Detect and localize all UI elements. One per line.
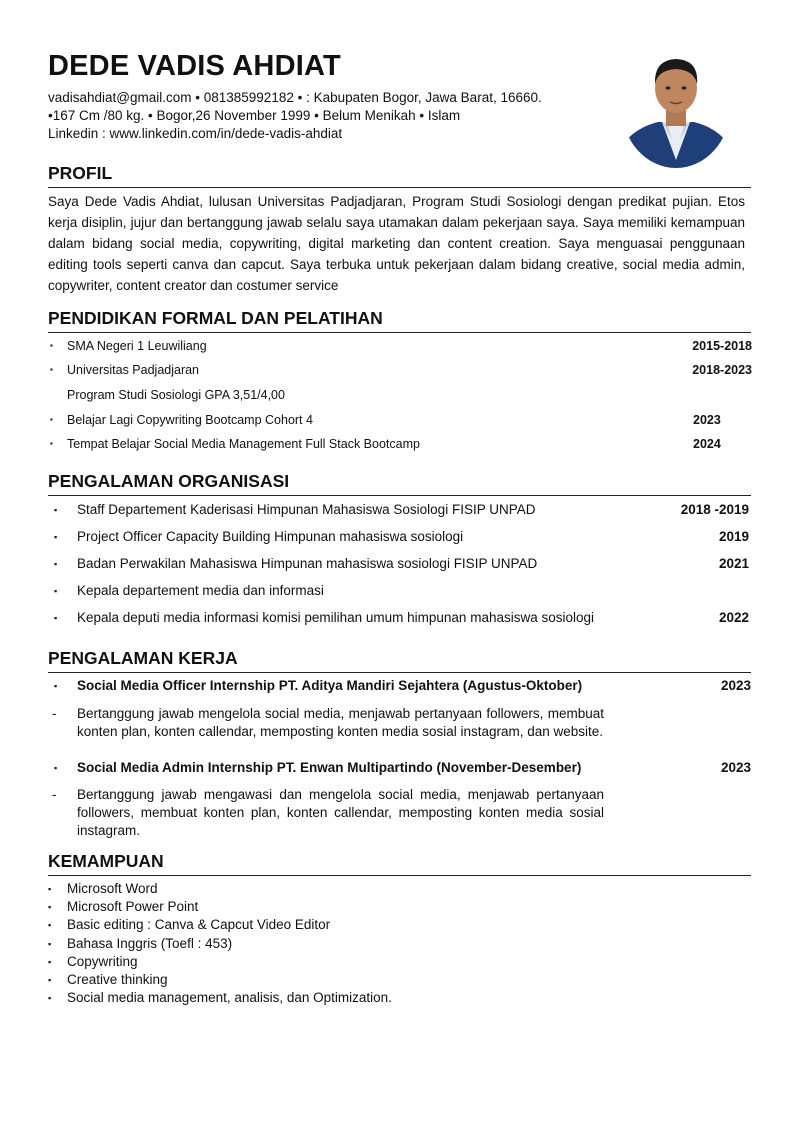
skill-item	[48, 898, 392, 916]
organization-role: Project Officer Capacity Building Himpunan mahasiswa sosiologi	[77, 529, 464, 544]
divider	[48, 495, 751, 496]
organization-role: Badan Perwakilan Mahasiswa Himpunan mahasiswa sosiologi FISIP UNPAD	[77, 556, 538, 571]
organization-item	[48, 608, 751, 628]
section-title-profil: PROFIL	[48, 163, 113, 183]
skill-text: Microsoft Power Point	[67, 899, 199, 915]
education-item	[48, 361, 752, 379]
job-title: Social Media Admin Internship PT. Enwan Multipartindo (November-Desember)	[77, 760, 582, 775]
organization-item	[48, 527, 751, 547]
bullet: ▪	[48, 956, 52, 967]
bullet: ▪	[48, 938, 52, 949]
divider	[48, 672, 751, 673]
organization-year: 2018 -2019	[680, 502, 749, 517]
organization-item	[48, 500, 751, 520]
job-title: Social Media Officer Internship PT. Aditya Mandiri Sejahtera (Agustus-Oktober)	[77, 678, 583, 693]
skill-text: Basic editing : Canva & Capcut Video Editor	[67, 917, 331, 933]
contact-line-2: •167 Cm /80 kg. • Bogor,26 November 1999 • Belum Menikah • Islam	[48, 108, 461, 123]
linkedin-line: Linkedin : www.linkedin.com/in/dede-vadis-ahdiat	[48, 126, 343, 141]
education-year: 2023	[693, 413, 721, 427]
job-description-text: Bertanggung jawab mengelola social media, menjawab pertanyaan followers, membuat konten plan, konten callendar, memposting konten media sosial instagram, dan website.	[77, 706, 604, 739]
dash: -	[52, 787, 57, 802]
bullet: ▪	[48, 884, 52, 894]
contact-line-1: vadisahdiat@gmail.com • 081385992182 • : Kabupaten Bogor, Jawa Barat, 16660.	[48, 90, 542, 105]
education-name: Universitas Padjadjaran	[67, 363, 200, 377]
skill-text: Microsoft Word	[67, 881, 158, 896]
skill-item	[48, 953, 392, 971]
education-year: 2015-2018	[692, 339, 752, 353]
skill-text: Bahasa Inggris (Toefl : 453)	[67, 935, 233, 951]
organization-role: Staff Departement Kaderisasi Himpunan Mahasiswa Sosiologi FISIP UNPAD	[77, 502, 536, 517]
skill-item	[48, 880, 392, 898]
bullet: ▪	[54, 559, 58, 569]
bullet: ▪	[50, 341, 53, 350]
job-year: 2023	[720, 678, 751, 693]
bullet: ▪	[54, 505, 58, 515]
skill-text: Copywriting	[67, 953, 138, 969]
section-title-organization: PENGALAMAN ORGANISASI	[48, 471, 290, 491]
divider	[48, 187, 751, 188]
section-title-education: PENDIDIKAN FORMAL DAN PELATIHAN	[48, 308, 383, 328]
education-name: SMA Negeri 1 Leuwiliang	[67, 339, 207, 353]
education-item	[48, 411, 752, 429]
job-description	[48, 705, 604, 741]
education-name: Belajar Lagi Copywriting Bootcamp Cohort 4	[67, 413, 313, 427]
skill-item	[48, 971, 392, 989]
bullet: ▪	[48, 975, 52, 986]
education-item	[48, 435, 752, 453]
organization-year: 2019	[718, 529, 749, 544]
organization-item	[48, 554, 751, 574]
section-title-skills: KEMAMPUAN	[48, 851, 164, 871]
job-item	[48, 758, 751, 778]
education-year: 2024	[693, 437, 721, 451]
skills-list	[48, 880, 392, 1007]
skill-text: Social media management, analisis, dan Optimization.	[67, 990, 392, 1006]
divider	[48, 875, 751, 876]
profile-summary: Saya Dede Vadis Ahdiat, lulusan Universitas Padjadjaran, Program Studi Sosiologi dengan predikat pujian. Etos kerja disiplin, jujur dan bertanggung jawab selalu saya utamakan dalam pekerjaan saya. Saya memiliki kemampuan dalam bidang social media, copywriting, digital marketing dan content creation. Saya menguasai penggunaan editing tools seperti canva dan capcut. Saya terbuka untuk pekerjaan dalam bidang creative, social media admin, copywriter, content creator dan costumer service	[48, 194, 745, 293]
candidate-name: DEDE VADIS AHDIAT	[48, 50, 341, 82]
education-item-detail	[48, 386, 752, 404]
bullet: ▪	[54, 681, 58, 691]
bullet: ▪	[48, 993, 52, 1004]
bullet: ▪	[48, 902, 52, 913]
bullet: ▪	[54, 532, 58, 542]
section-title-work: PENGALAMAN KERJA	[48, 648, 238, 668]
dash: -	[52, 706, 57, 721]
skill-item	[48, 989, 392, 1007]
education-detail: Program Studi Sosiologi GPA 3,51/4,00	[67, 388, 285, 402]
job-description-text: Bertanggung jawab mengawasi dan mengelola social media, menjawab pertanyaan followers, membuat konten plan, konten callendar, memposting konten media sosial instagram.	[77, 787, 604, 838]
job-year: 2023	[720, 760, 751, 775]
education-year: 2018-2023	[692, 363, 752, 377]
organization-role: Kepala deputi media informasi komisi pemilihan umum himpunan mahasiswa sosiologi	[77, 610, 595, 625]
skill-text: Creative thinking	[67, 972, 168, 988]
organization-year: 2021	[718, 556, 749, 571]
organization-role: Kepala departement media dan informasi	[77, 583, 324, 598]
divider	[48, 332, 751, 333]
bullet: ▪	[48, 920, 52, 931]
job-description	[48, 786, 604, 840]
organization-item	[48, 581, 751, 601]
organization-year: 2022	[718, 610, 749, 625]
education-item	[48, 337, 752, 355]
bullet: ▪	[50, 415, 53, 424]
job-item	[48, 676, 751, 696]
bullet: ▪	[54, 586, 58, 596]
skill-item	[48, 916, 392, 934]
skill-item	[48, 935, 392, 953]
bullet: ▪	[50, 439, 53, 448]
profile-photo	[622, 48, 730, 168]
bullet: ▪	[54, 763, 58, 773]
person-photo-icon	[622, 48, 730, 168]
bullet: ▪	[50, 365, 53, 374]
education-name: Tempat Belajar Social Media Management Full Stack Bootcamp	[67, 437, 420, 451]
bullet: ▪	[54, 613, 58, 623]
